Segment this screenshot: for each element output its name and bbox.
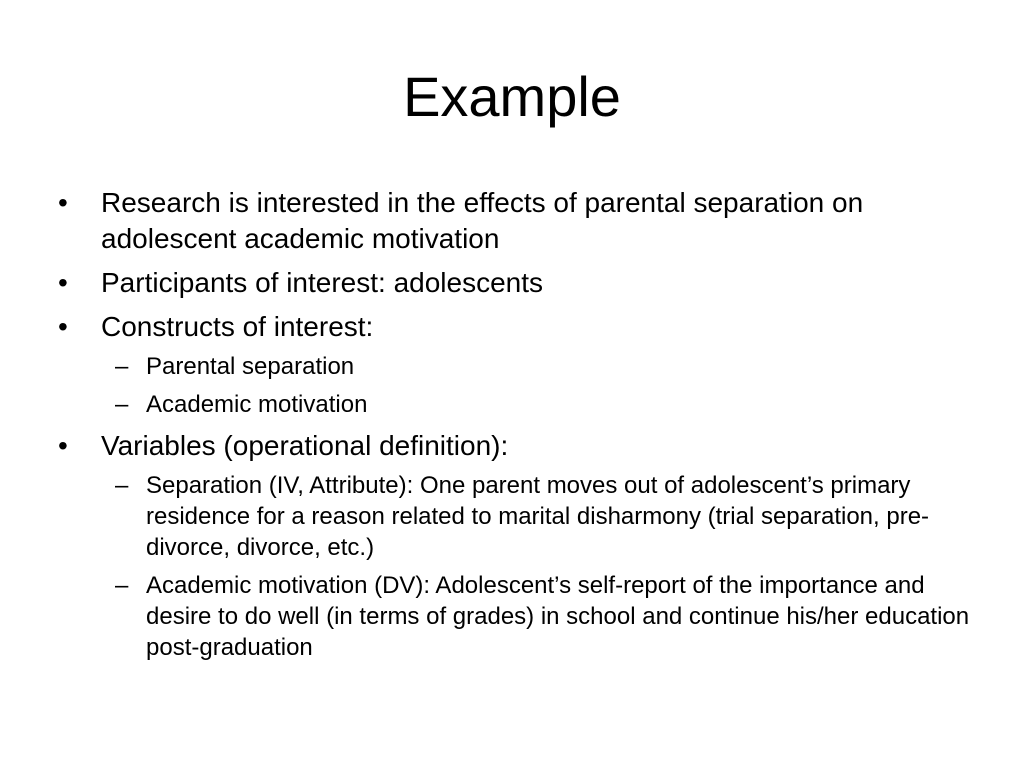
bullet-text: Research is interested in the effects of parental separation on adolescent academic motivation — [101, 187, 864, 254]
sub-item-academic-motivation — [101, 389, 978, 420]
dash-icon: – — [115, 391, 129, 418]
bullet-icon: • — [58, 187, 68, 218]
dash-icon: – — [115, 572, 129, 599]
bullet-icon: • — [58, 267, 68, 298]
sub-item-motivation-variable — [101, 570, 978, 663]
sub-item-text: Separation (IV, Attribute): One parent moves out of adolescent’s primary residence for a reason related to marital disharmony (trial separation, pre-divorce, divorce, etc.) — [146, 472, 930, 561]
slide-title: Example — [403, 65, 621, 128]
sub-list — [101, 351, 978, 420]
sub-item-separation-variable — [101, 470, 978, 563]
bullet-item-research — [58, 185, 978, 257]
dash-icon: – — [115, 353, 129, 380]
bullet-text: Participants of interest: adolescents — [101, 267, 544, 298]
bullet-icon: • — [58, 311, 68, 342]
bullet-item-participants — [58, 265, 978, 301]
bullet-item-constructs — [58, 309, 978, 420]
sub-item-parental-separation — [101, 351, 978, 382]
sub-item-text: Parental separation — [146, 353, 355, 380]
dash-icon: – — [115, 472, 129, 499]
bullet-list — [58, 185, 978, 671]
sub-item-text: Academic motivation (DV): Adolescent’s self-report of the importance and desire to do well (in terms of grades) in school and continue his/her education post-graduation — [146, 572, 970, 661]
bullet-icon: • — [58, 430, 68, 461]
sub-list — [101, 470, 978, 663]
bullet-text: Variables (operational definition): — [101, 430, 509, 461]
bullet-item-variables — [58, 428, 978, 663]
sub-item-text: Academic motivation — [146, 391, 368, 418]
bullet-text: Constructs of interest: — [101, 311, 374, 342]
